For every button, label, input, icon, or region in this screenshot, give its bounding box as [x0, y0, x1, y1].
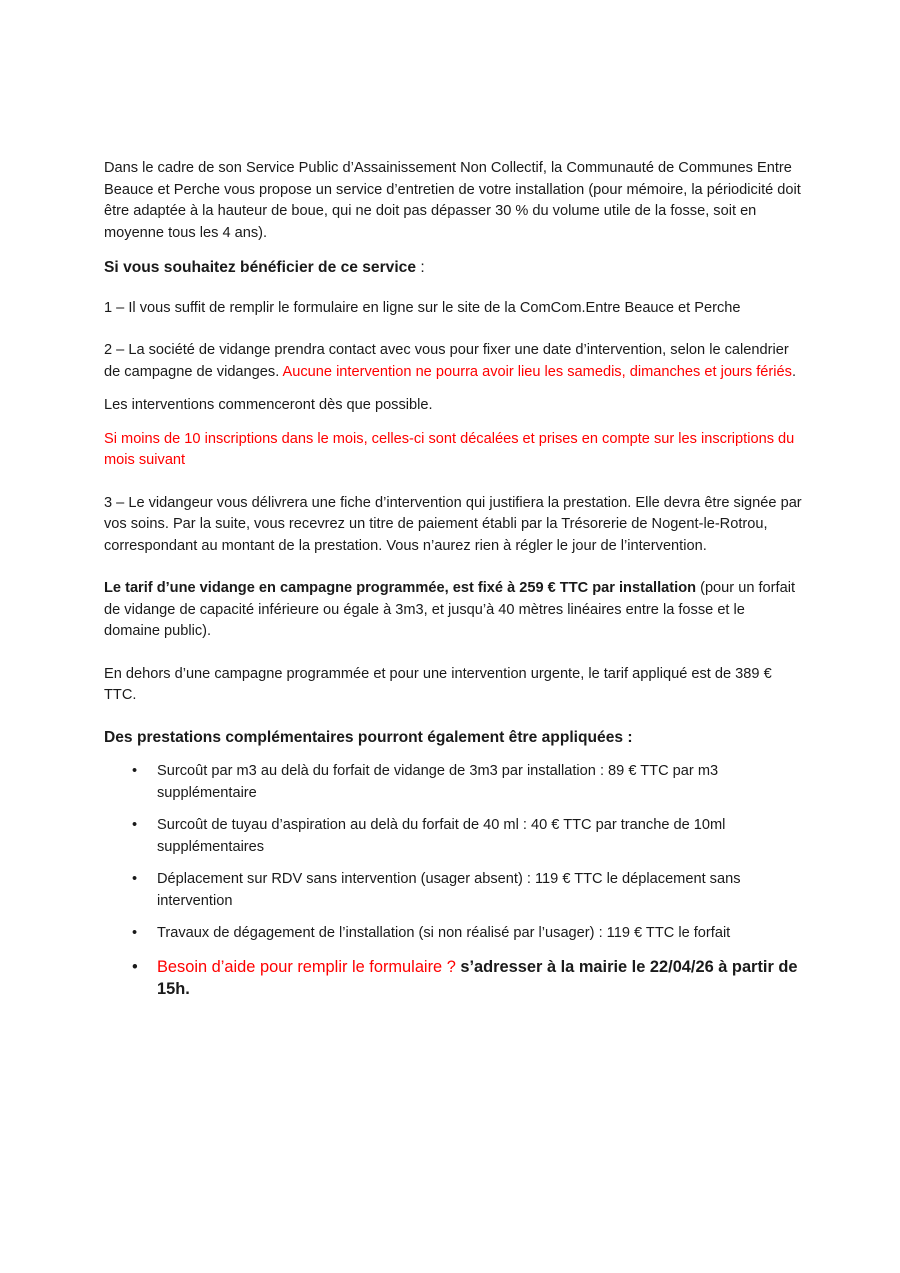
document-body: [104, 158, 804, 1012]
step-2-text: 2 – La société de vidange prendra contact avec vous pour fixer une date d’intervention, selon le calendrier de campagne de vidanges.: [104, 342, 789, 380]
list-item: [104, 923, 804, 945]
tariff-bold: Le tarif d’une vidange en campagne programmée, est fixé à 259 € TTC par installation: [104, 580, 697, 596]
list-item-text: Travaux de dégagement de l’installation (si non réalisé par l’usager) : 119 € TTC le forfait: [157, 925, 731, 941]
intro-paragraph: Dans le cadre de son Service Public d’Assainissement Non Collectif, la Communauté de Communes Entre Beauce et Perche vous propose un service d’entretien de votre installation (pour mémoire, la périodicité doit être adaptée à la hauteur de boue, qui ne doit pas dépasser 30 % du volume utile de la fosse, soit en moyenne tous les 4 ans).: [104, 160, 801, 241]
step-2-period: .: [791, 363, 797, 380]
tariff-details: (pour un forfait de vidange de capacité inférieure ou égale à 3m3, et jusqu’à 40 mètres linéaires entre la fosse et le domaine public).: [104, 580, 795, 639]
service-heading-text: Si vous souhaitez bénéficier de ce service: [104, 259, 417, 276]
list-item-text: Surcoût par m3 au delà du forfait de vidange de 3m3 par installation : 89 € TTC par m3 supplémentaire: [157, 763, 719, 801]
start-note: Les interventions commenceront dès que possible.: [104, 397, 433, 413]
bullet-icon: •: [132, 763, 138, 779]
step-2-paragraph: [104, 340, 804, 383]
bullet-icon: •: [132, 817, 138, 833]
bullet-icon: •: [132, 925, 138, 941]
list-item: [104, 869, 804, 912]
list-item-text: Déplacement sur RDV sans intervention (usager absent) : 119 € TTC le déplacement sans intervention: [157, 871, 741, 909]
inscriptions-warning: Si moins de 10 inscriptions dans le mois, celles-ci sont décalées et prises en compte sur les inscriptions du mois suivant: [104, 430, 795, 468]
service-heading: [104, 257, 804, 279]
bullet-icon: •: [132, 871, 138, 887]
help-question: Besoin d’aide pour remplir le formulaire ?: [157, 957, 461, 976]
bullet-icon: •: [132, 957, 138, 976]
step-1-paragraph: 1 – Il vous suffit de remplir le formulaire en ligne sur le site de la ComCom.Entre Beauce et Perche: [104, 299, 741, 316]
service-heading-colon: :: [416, 259, 425, 276]
list-item-text: Surcoût de tuyau d’aspiration au delà du forfait de 40 ml : 40 € TTC par tranche de 10ml supplémentaires: [157, 817, 726, 855]
extras-heading: Des prestations complémentaires pourront également être appliquées :: [104, 728, 633, 746]
step-3-paragraph: 3 – Le vidangeur vous délivrera une fiche d’intervention qui justifiera la prestation. Elle devra être signée par vos soins. Par la suite, vous recevrez un titre de paiement établi par la Trésorerie de Nogent-le-Rotrou, correspondant au montant de la prestation. Vous n’aurez rien à régler le jour de l’intervention.: [104, 494, 802, 554]
list-item: [104, 815, 804, 858]
step-2-warning: Aucune intervention ne pourra avoir lieu les samedis, dimanches et jours fériés: [282, 363, 792, 380]
help-instructions: s’adresser à la mairie le 22/04/26 à partir de 15h.: [157, 957, 798, 998]
list-item: [104, 761, 804, 804]
tariff-paragraph: [104, 578, 804, 643]
help-item: [104, 956, 804, 1001]
extras-list: [104, 761, 804, 1001]
urgent-tariff-paragraph: En dehors d’une campagne programmée et pour une intervention urgente, le tarif appliqué est de 389 € TTC.: [104, 665, 772, 703]
